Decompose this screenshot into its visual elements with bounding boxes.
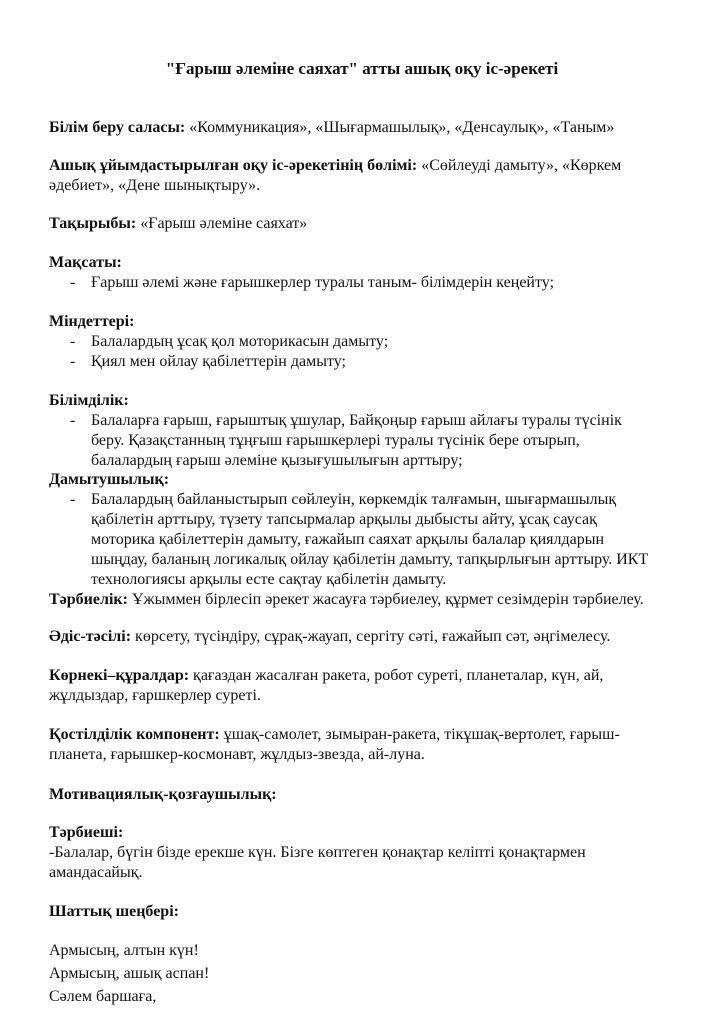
tarbielik-line	[49, 590, 644, 610]
adis-text: көрсету, түсіндіру, сұрақ-жауап, сергіту сәті, ғажайып сәт, әңгімелесу.	[131, 628, 611, 645]
bilimdilik-line: беру. Қазақстанның тұңғыш ғарышкерлері туралы түсінік бере отырып,	[91, 432, 580, 449]
shattyk-line: Армысың, алтын күн!	[49, 942, 199, 959]
bolimi-text-1: «Сөйлеуді дамыту», «Көркем	[417, 157, 622, 174]
motivation-heading	[49, 785, 277, 805]
mindetteri-label: Міндеттері:	[49, 313, 135, 330]
adis-label: Әдіс-тәсілі:	[49, 628, 132, 645]
bilim-beru-line	[49, 118, 614, 138]
kornеki-label: Көрнекі–құралдар:	[49, 667, 190, 684]
bilimdilik-label: Білімділік:	[49, 392, 129, 409]
bilim-beru-label: Білім беру саласы:	[49, 119, 186, 136]
takyryby-line	[49, 214, 307, 234]
kostildilik-text-1: ұшақ-самолет, зымыран-ракета, тікұшақ-вертолет, ғарыш-	[219, 726, 620, 743]
adis-line	[49, 627, 610, 647]
damytushylyk-heading	[49, 470, 169, 490]
bullet-dash: -	[70, 353, 76, 370]
maksaty-item: Ғарыш әлемі және ғарышкерлер туралы таным- білімдерін кеңейту;	[91, 274, 555, 291]
bullet-dash: -	[70, 412, 76, 429]
bolimi-line-2: әдебиет», «Дене шынықтыру».	[49, 177, 261, 194]
tarbieshi-line-1: -Балалар, бүгін бізде ерекше күн. Бізге көптеген қонақтар келіпті қонақтармен	[49, 844, 586, 861]
bullet-dash: -	[70, 274, 76, 291]
takyryby-text: «Ғарыш әлеміне саяхат»	[136, 215, 308, 232]
damytushylyk-line: Балалардың байланыстырып сөйлеуін, көркемдік талғамын, шығармашылық	[91, 491, 617, 508]
mindetteri-item: Қиял мен ойлау қабілеттерін дамыту;	[91, 353, 346, 370]
kornеki-line-2: жұлдыздар, ғаршкерлер суреті.	[49, 687, 261, 704]
tarbieshi-heading	[49, 823, 123, 843]
tarbielik-text: Ұжыммен бірлесіп әрекет жасауға тәрбиелеу, құрмет сезімдерін тәрбиелеу.	[127, 591, 644, 608]
tarbieshi-label: Тәрбиеші:	[49, 824, 124, 841]
maksaty-heading	[49, 253, 122, 273]
kostildilik-line-1	[49, 725, 620, 745]
shattyk-label: Шаттық шеңбері:	[49, 903, 179, 920]
tarbieshi-line-2: амандасайық.	[49, 864, 143, 881]
kostildilik-line-2: планета, ғарышкер-космонавт, жұлдыз-звезда, ай-луна.	[49, 746, 425, 763]
kornеki-line-1	[49, 666, 603, 686]
bilimdilik-line: Балаларға ғарыш, ғарыштық ұшулар, Байқоңыр ғарыш айлағы туралы түсінік	[91, 412, 622, 429]
bilim-beru-text: «Коммуникация», «Шығармашылық», «Денсаулық», «Таным»	[185, 119, 615, 136]
bullet-dash: -	[70, 333, 76, 350]
damytushylyk-line: моторика қабілеттерін дамыту, ғажайып саяхат арқылы балалар қиялдарын	[91, 531, 605, 548]
bolimi-line-1	[49, 156, 621, 176]
bilimdilik-line: балалардың ғарыш әлеміне қызығушылығын арттыру;	[91, 452, 463, 469]
kornеki-text-1: қағаздан жасалған ракета, робот суреті, планеталар, күн, ай,	[189, 667, 604, 684]
bolimi-label: Ашық ұйымдастырылған оқу іс-әрекетінің бөлімі:	[49, 157, 418, 174]
shattyk-line: Армысың, ашық аспан!	[49, 965, 210, 982]
maksaty-label: Мақсаты:	[49, 254, 122, 271]
takyryby-label: Тақырыбы:	[49, 215, 137, 232]
tarbielik-label: Тәрбиелік:	[49, 591, 128, 608]
damytushylyk-line: технологиясы арқылы есте сақтау қабілетін дамыту.	[91, 571, 447, 588]
damytushylyk-line: шыңдау, баланың логикалық ойлау қабілетін дамыту, тапқырлығын арттыру. ИКТ	[91, 551, 649, 568]
shattyk-line: Сәлем баршаға,	[49, 988, 157, 1005]
kostildilik-label: Қостілділік компонент:	[49, 726, 220, 743]
bullet-dash: -	[70, 491, 76, 508]
motivation-label: Мотивациялық-қозғаушылық:	[49, 786, 277, 803]
mindetteri-heading	[49, 312, 134, 332]
shattyk-heading	[49, 902, 179, 922]
document-title: "Ғарыш әлеміне саяхат" атты ашық оқу іс-әрекеті	[165, 59, 559, 78]
bilimdilik-heading	[49, 391, 129, 411]
mindetteri-item: Балалардың ұсақ қол моторикасын дамыту;	[91, 333, 389, 350]
damytushylyk-line: қабілетін арттыру, түзету тапсырмалар арқылы дыбысты айту, ұсақ саусақ	[91, 511, 597, 528]
damytushylyk-label: Дамытушылық:	[49, 471, 170, 488]
